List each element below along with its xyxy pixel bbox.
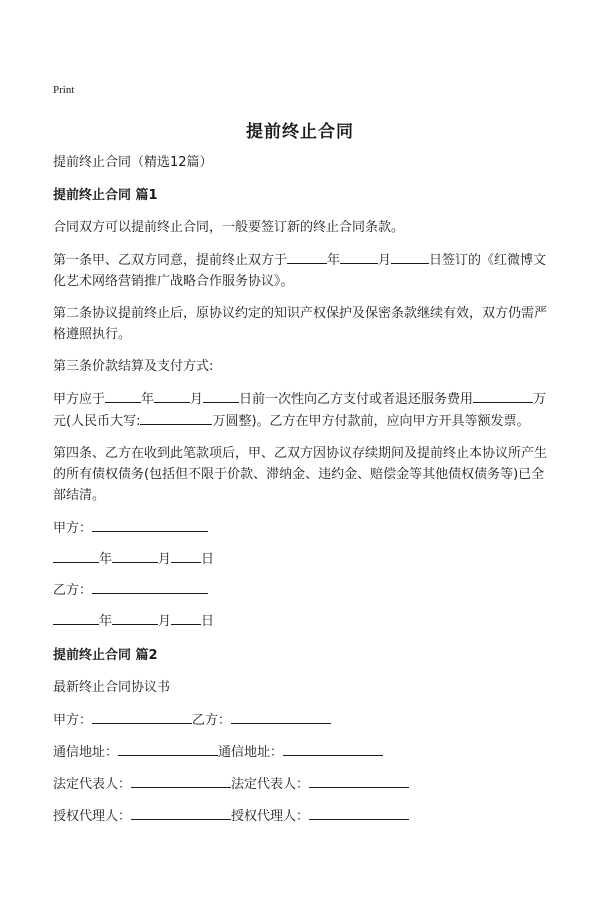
- party-b-signature-row: [53, 579, 553, 600]
- payment-month-label: 月: [190, 392, 204, 407]
- paragraph-article-1: [53, 249, 553, 292]
- payment-text-b: 日前一次性向乙方支付或者退还服务费用: [239, 392, 474, 407]
- date-year-blank: [53, 548, 99, 563]
- section-heading-1: 提前终止合同 篇1: [53, 188, 158, 203]
- legal-rep-blank-a: [131, 773, 231, 788]
- agent-label-a: 授权代理人：: [53, 809, 132, 824]
- amount-blank: [473, 388, 533, 403]
- date-day-label: 日: [201, 552, 215, 567]
- party-b-label-2: 乙方：: [192, 713, 232, 728]
- party-a-signature-row: [53, 517, 553, 538]
- party-a-blank-2: [92, 709, 192, 724]
- address-label-a: 通信地址：: [53, 745, 119, 760]
- party-b-label: 乙方：: [53, 583, 93, 598]
- parties-row: [53, 709, 553, 730]
- date-month-blank-2: [112, 610, 158, 625]
- date-month-label-2: 月: [158, 614, 172, 629]
- document-title: 提前终止合同: [246, 122, 354, 142]
- section-heading-2: 提前终止合同 篇2: [53, 648, 158, 663]
- payment-year-blank: [105, 388, 141, 403]
- month-blank: [340, 249, 378, 264]
- address-blank-a: [118, 741, 218, 756]
- date-month-blank: [112, 548, 158, 563]
- paragraph-article-2: 第二条协议提前终止后，原协议约定的知识产权保护及保密条款继续有效，双方仍需严格遵照执行。: [53, 306, 548, 342]
- party-b-blank-2: [231, 709, 331, 724]
- address-label-b: 通信地址：: [218, 745, 284, 760]
- date-year-blank-2: [53, 610, 99, 625]
- payment-text-c: 万元(人民币大写:: [53, 392, 547, 429]
- print-label: Print: [53, 84, 75, 96]
- month-label: 月: [378, 253, 392, 268]
- date-day-blank: [171, 548, 201, 563]
- date-day-blank-2: [171, 610, 201, 625]
- payment-day-blank: [203, 388, 239, 403]
- payment-text-d: 万圆整)。乙方在甲方付款前，应向甲方开具等额发票。: [212, 414, 530, 429]
- legal-rep-label-a: 法定代表人：: [53, 777, 132, 792]
- party-a-label-2: 甲方：: [53, 713, 93, 728]
- address-row: [53, 741, 553, 762]
- amount-words-blank: [140, 410, 212, 425]
- payment-month-blank: [154, 388, 190, 403]
- year-blank: [287, 249, 327, 264]
- legal-rep-label-b: 法定代表人：: [231, 777, 310, 792]
- paragraph-1: 合同双方可以提前终止合同，一般要签订新的终止合同条款。: [53, 220, 405, 235]
- party-b-date-row: [53, 610, 553, 631]
- legal-rep-row: [53, 773, 553, 794]
- agent-blank-a: [131, 805, 231, 820]
- article-1-text-b: 日签订的《红微博文化艺术网络营销推广战略合作服务协议》。: [53, 253, 547, 289]
- year-label: 年: [327, 253, 341, 268]
- date-day-label-2: 日: [201, 614, 215, 629]
- paragraph-article-4: 第四条、乙方在收到此笔款项后，甲、乙双方因协议存续期间及提前终止本协议所产生的所有债权债务(包括但不限于价款、滞纳金、违约金、赔偿金等其他债权债务等)已全部结清。: [53, 446, 548, 503]
- article-1-text-a: 第一条甲、乙双方同意，提前终止双方于: [53, 253, 288, 268]
- party-a-date-row: [53, 548, 553, 569]
- day-blank: [391, 249, 429, 264]
- document-body: [53, 152, 553, 837]
- party-b-blank: [92, 579, 208, 594]
- payment-year-label: 年: [141, 392, 155, 407]
- address-blank-b: [283, 741, 383, 756]
- agent-label-b: 授权代理人：: [231, 809, 310, 824]
- date-year-label: 年: [99, 552, 113, 567]
- agent-row: [53, 805, 553, 826]
- paragraph-article-3: 第三条价款结算及支付方式:: [53, 359, 214, 374]
- date-year-label-2: 年: [99, 614, 113, 629]
- section-2-subheading: 最新终止合同协议书: [53, 680, 171, 695]
- agent-blank-b: [309, 805, 409, 820]
- party-a-blank: [92, 517, 208, 532]
- paragraph-payment: [53, 388, 553, 432]
- party-a-label: 甲方：: [53, 521, 93, 536]
- legal-rep-blank-b: [309, 773, 409, 788]
- payment-text-a: 甲方应于: [53, 392, 106, 407]
- document-subtitle: 提前终止合同（精选12篇）: [53, 155, 213, 170]
- date-month-label: 月: [158, 552, 172, 567]
